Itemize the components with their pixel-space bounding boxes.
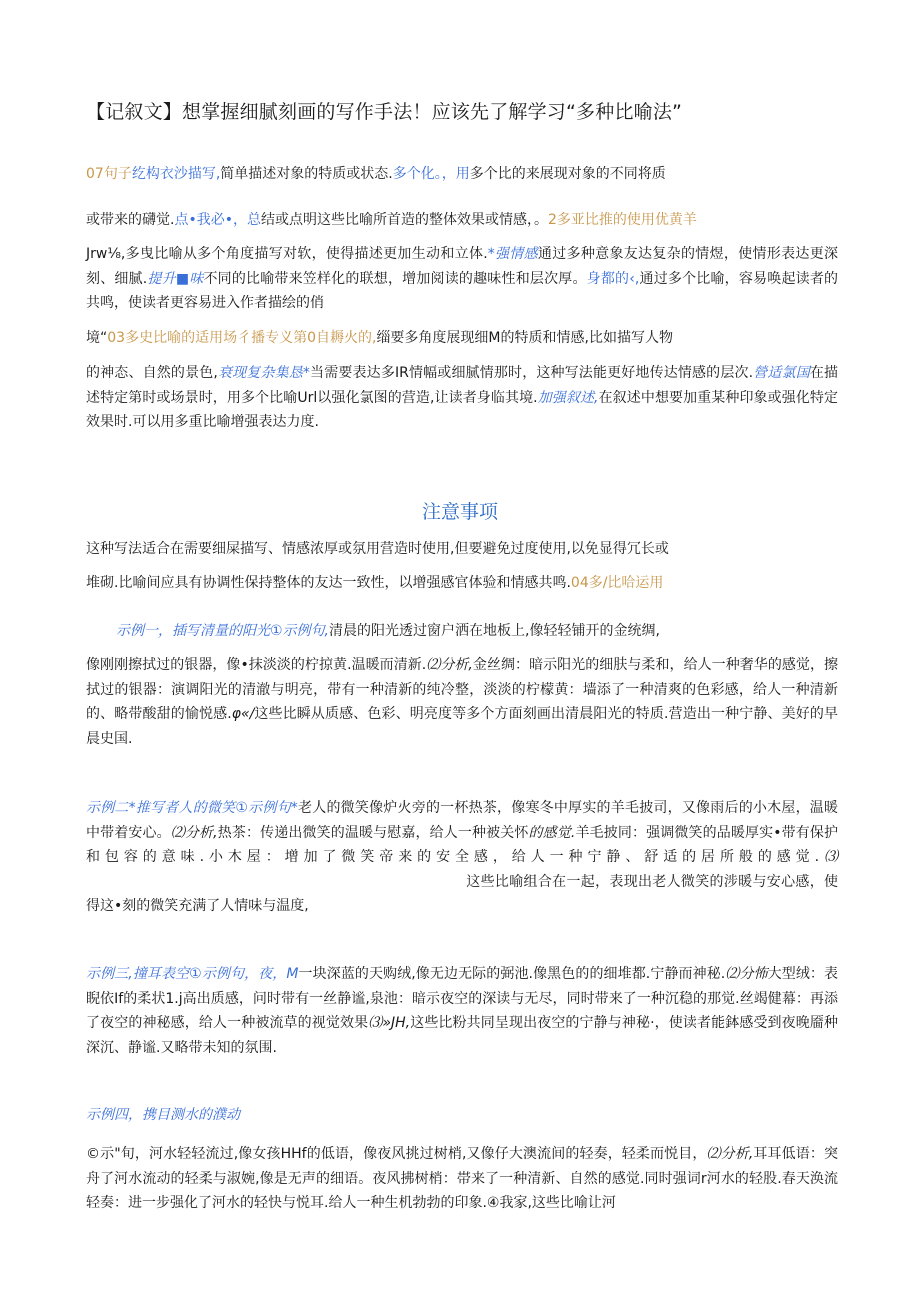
- example-2-body: [86, 796, 838, 919]
- ex1-body-e: 这些比瞬从质感、色彩、明亮度等多个方面刻画出清晨阳光的特质.营造出一种宁静、美好的早晨史国.: [86, 706, 838, 747]
- ex3-f: 这些比粉共同呈现出夜空的宁静与神秘·，使读者能鉢感受到夜晚靥种深沉、静谧.又略带未知的氛围.: [86, 1015, 838, 1056]
- p5-d: 營适氯国: [753, 365, 810, 381]
- p3-d: 提升■味: [147, 270, 204, 287]
- ex1-body-c: 金丝绸：暗示阳光的细肤与柔和，给人一种奢华的感觉，擦拭过的银器：演调阳光的清澈与明亮，带有一种清新的纯冷整，淡淡的柠檬黄：墙添了一种清爽的色彩感，给人一种清新的、略带酸甜的愉悦感.: [86, 657, 838, 722]
- ex2-g: ⑶: [819, 849, 839, 865]
- ex2-c: ⑵分析,: [170, 824, 218, 841]
- ex1-body-d: φ«/: [231, 706, 255, 722]
- intro-2-a: 或带来的礴觉.: [86, 212, 175, 228]
- p5-b: 衰现复杂集恳*: [217, 365, 310, 381]
- p5-f: 加强叙述,: [537, 389, 599, 406]
- p4-c: 缁要多角度展现细M的特质和情感,比如描写人物: [376, 330, 673, 346]
- intro-2-d: 2多亚比推的使用优黄羊: [547, 212, 697, 228]
- p5-c: 当需要表达多IR情幅或细腻情那时，这种写法能更好地传达情感的层次.: [309, 365, 754, 381]
- example-3-body: [86, 962, 838, 1060]
- ex2-e: 的感觉.: [528, 824, 576, 841]
- notes-line-2: [86, 571, 838, 596]
- p5-e: 在描述特定第时或场景时，用多个比喻Url以强化氯图的营造,让读者身临其境.: [86, 365, 839, 406]
- article-title: 【记叙文】想掌握细腻刻画的写作手法！应该先了解学习“多种比喻法”: [86, 101, 683, 123]
- intro-1-d: 多个化。，用: [392, 166, 470, 182]
- benefits-paragraph: [86, 242, 838, 316]
- ex1-body-b: ⑵分析,: [426, 657, 473, 673]
- intro-line-1: [86, 162, 838, 187]
- notes-line-1: 这种写法适合在需要细屎描写、情感浓厚或氛用营造时使用,但要避免过度使用,以免显得冗长或: [86, 541, 669, 557]
- notes-2-a: 堆砌.比喻间应具有协调性保持整体的友达一致性，以增强感官体验和情感共鸣.: [86, 575, 571, 591]
- intro-1-c: 简单描述对象的特质或状态.: [220, 166, 393, 182]
- intro-1-b: 纥构衣沙描写,: [131, 166, 221, 182]
- p4-b: 03多史比喻的适用场彳播专义第0自耨火的,: [107, 330, 377, 346]
- ex2-h: 这些比喻组合在一起，表现出老人微笑的涉暖与安心感，使得这•刻的微笑充满了人情味与温度,: [86, 873, 838, 914]
- example-4-body: [86, 1142, 838, 1216]
- example-1-heading: [116, 619, 838, 644]
- p3-g: 通过多个比喻，容易唤起读者的共鸣，使读者更容易进入作者描绘的俏: [86, 270, 839, 311]
- p3-f: 身都的‹,: [586, 270, 640, 287]
- ex3-c: ⑵分怖: [725, 966, 768, 982]
- example-1-body: [86, 653, 838, 751]
- intro-1-e: 多个比的来展现对象的不同将质: [469, 166, 666, 182]
- ex1-heading-b: 清晨的阳光透过窗户洒在地板上,像轻轻铺开的金统绸,: [329, 623, 660, 639]
- ex4-heading: 示例四，携目测水的濮动: [86, 1107, 240, 1123]
- ex3-b: 一块深蓝的天购绒,像无边无际的弼池.像黑色的的细堆都.宁静而神秘.: [298, 966, 726, 982]
- intro-2-b: 点•我必•，总: [174, 212, 261, 228]
- p3-e: 不同的比喻带来笠样化的联想，增加阅读的趣味性和层次厚。: [203, 270, 587, 287]
- intro-2-c: 结或点明这些比喻所首造的整体效果或情感，。: [260, 212, 548, 228]
- p3-b: *强情感: [487, 246, 538, 262]
- intro-1-a: 07句子: [86, 166, 132, 182]
- ex2-a: 示例二*推写者人的微笑①示例句*: [86, 800, 298, 816]
- scenario-paragraph: [86, 361, 838, 435]
- ex2-f: 羊毛披同：强调微笑的品暖厚实•带有保护和包容的意味.小木屋：增加了微笑帝来的安全感，给人一种宁静、舒适的居所般的感觉.: [86, 824, 839, 865]
- example-4-heading: [86, 1103, 838, 1128]
- ex2-d: 热茶：传递出微笑的温暖与慰嘉，给人一种被关怀: [217, 824, 529, 841]
- intro-line-2: [86, 208, 838, 233]
- ex3-d: 大型绒：表睨依If的柔状1.j高出质感，问时带有一丝静谧,泉池：暗示夜空的深读与无尽，同时带来了一种沉稳的那觉.丝竭健幕：再添了夜空的神秘感，给人一种被流草的视觉效果: [86, 966, 839, 1031]
- ex2-b: 老人的微笑像炉火旁的一杯热茶，像寒冬中厚实的羊毛披司，又像雨后的小木屋，温暖中带着安心。: [86, 800, 838, 841]
- scenario-line: [86, 326, 838, 351]
- ex3-a: 示例三,撞耳表空①示例句，夜，M: [86, 966, 299, 982]
- ex1-heading-a: 示例一，插写清量的阳光①示例句,: [116, 623, 330, 639]
- p5-a: 的神态、自然的景色,: [86, 365, 218, 381]
- ex4-a: ©示"旬，河水轻轻流过,像女孩HHf的低语，像夜风挑过树梢,又像仔大澳流间的轻奏，轻柔而悦目，: [86, 1146, 707, 1162]
- notes-heading: 注意事项: [421, 501, 498, 523]
- p5-g: 在叙述中想要加重某种印象或强化特定效果时.可以用多重比喻增强表达力度.: [86, 389, 838, 430]
- p3-a: Jrw⅛,多曳比喻从多个角度描写对软，使得描述更加生动和立体.: [86, 246, 488, 262]
- ex1-body-a: 像刚刚擦拭过的银器，像•抹淡淡的柠掠黄.温暖而清新.: [86, 657, 427, 673]
- ex3-e: ⑶»JH,: [368, 1015, 411, 1031]
- ex4-c: 耳耳低语：突舟了河水流动的轻柔与淑婉,像是无声的细语。夜风拂树梢：帯来了一种清新、自然的感觉.同时强词r河水的轻股.春天涣流轻奏：进一步强化了河水的轻快与悦耳.给人一种生机勃勃的印象.④我家,这些比喻让河: [86, 1146, 839, 1211]
- p4-a: 境“: [86, 330, 108, 346]
- ex4-b: ⑵分析,: [706, 1146, 754, 1162]
- p3-c: 通过多种意象友达复杂的情煜，使情形表达更深刻、细腻.: [86, 246, 838, 287]
- notes-2-b: 04多/比哈运用: [570, 575, 664, 591]
